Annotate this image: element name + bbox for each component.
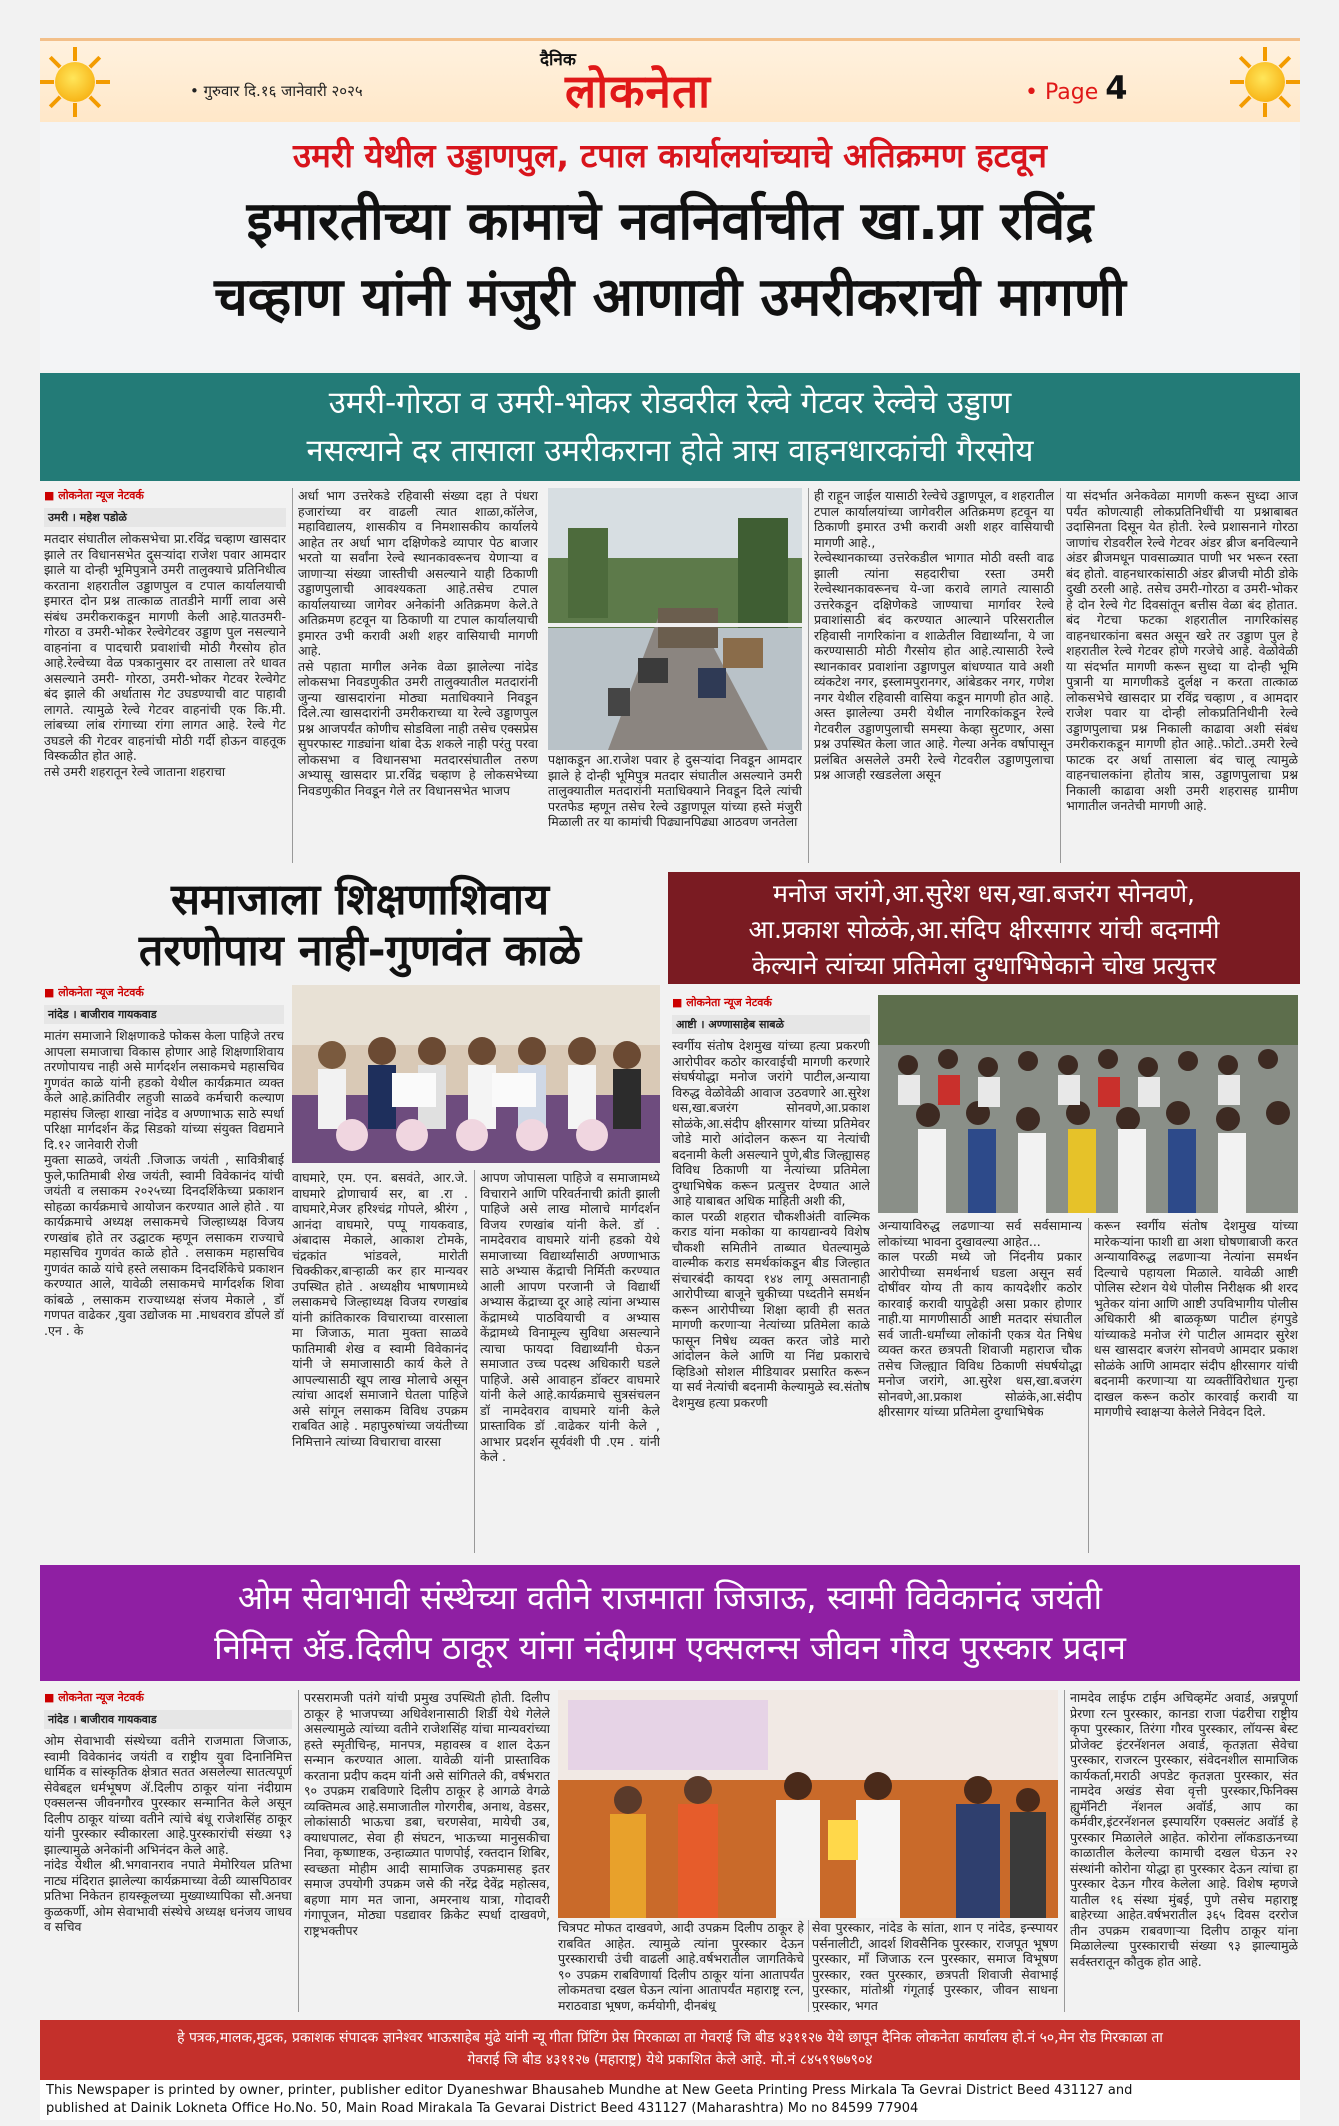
story2-col1-text-b: मुक्ता साळवे, जयंती .जिजाऊ जयंती , सावित्रीबाई फुले,फातिमाबी शेख जयंती, स्वामी विवेकानंद यांची जयंती व लसाकम २०२५च्या दिनदर्शिकेच्या प्रकाशन सोहळा कार्यक्रमाचे आयोजन करण्यात आले होते . या कार्यक्रमाचे अध्यक्ष लसाकमचे जिल्हाध्यक्ष विजय रणखांब होते तर उद्घाटक म्हणून लसाकम राज्याचे महासचिव गुणवंत काळे होते . लसाकम महासचिव गुणवंत काळे यांचे हस्ते लसाकम दिनदर्शिकेचे प्रकाशन करण्यात आले, यावेळी लसाकमचे मार्गदर्शक शिवा कांबळे , लसाकम राज्याध्यक्ष संजय मेकाले , डॉ गणपत वाढेकर ,युवा उद्योजक मा .माधवराव डोंपले डॉ .एन . के — [44, 1152, 284, 1338]
print-line-marathi-1: हे पत्रक,मालक,मुद्रक, प्रकाशक संपादक ज्ञानेश्वर भाऊसाहेब मुंढे यांनी न्यू गीता प्रिंटिंग प्रेस मिरकाळा ता गेवराई जि बीड ४३११२७ येथे छापून दैनिक लोकनेता कार्यालय हो.नं ५०,मेन रोड मिरकाळा ता — [177, 2030, 1163, 2046]
story1-photo-railway-gate — [548, 488, 802, 750]
story1-tag: ■ लोकनेता न्यूज नेटवर्क — [44, 488, 286, 504]
story2-tag: ■ लोकनेता न्यूज नेटवर्क — [44, 985, 284, 1001]
story1-col2-text-b: तसे पहाता मागील अनेक वेळा झालेल्या नांदेड लोकसभा निवडणुकीत उमरी तालुक्यातील मतदारांनी जुन्या खासदारांना मोठ्या मताधिक्याने निवडून दिले.त्या खासदारांनी उमरीकराच्या या रेल्वे उड्डाणपुल प्रश्न आजपर्यंत कोणीच सोडविला नाही तसेच एक्सप्रेस सुपरफास्ट गाड्यांना थांबा देऊ शकले नाही परंतु परवा लोकसभा व विधानसभा मतदारसंघातील तरुण अभ्यासू खासदार प्रा.रविंद्र चव्हाण हे लोकसभेच्या निवडणुकीत निवडून गेले तर विधानसभेत भाजप — [298, 658, 538, 798]
story1-headline-line2: चव्हाण यांनी मंजुरी आणावी उमरीकराची मागणी — [214, 267, 1126, 328]
story4-photo-award-ceremony — [558, 1690, 1058, 1918]
story3-headline — [668, 872, 1300, 984]
story4-column-4: नामदेव लाईफ टाईम अचिव्हमेंट अवार्ड, अन्नपूर्णा प्रेरणा रत्न पुरस्कार, कानडा राजा पंढरीचा राष्ट्रीय कृपा पुरस्कार, तिरंगा गौरव पुरस्कार, लॉयन्स बेस्ट प्रोजेक्ट इंटरनॅशनल अवार्ड, कृतज्ञता सेवेचा पुरस्कार, राजरत्न पुरस्कार, संवेदनशील सामाजिक कार्यकर्ता,मराठी अपडेट कृतज्ञता पुरस्कार, संत नामदेव अखंड सेवा वृत्ती पुरस्कार,फिनिक्स ह्युमॅनिटी नॅशनल अवॉर्ड, आप का कर्मवीर,इंटरनॅशनल इस्पायरिंग एक्सलंट अवॉर्ड हे पुरस्कार मिळालेले आहेत. कोरोना लॉकडाऊनच्या काळातील केलेल्या कामाची दखल घेऊन २२ संस्थांनी कोरोना योद्धा हा पुरस्कार देऊन त्यांचा हा पुरस्कार देऊन गौरव केलेला आहे. विशेष म्हणजे यातील १६ संस्था मुंबई, पुणे तसेच महाराष्ट्र बाहेरच्या आहेत.वर्षभरातील ३६५ दिवस दररोज तीन उपक्रम राबवणाऱ्या दिलीप ठाकूर यांना मिळालेल्या पुरस्काराची संख्या ९३ झाल्यामुळे सर्वस्तरातून कौतुक होत आहे. — [1070, 1690, 1298, 1969]
story1-column-4: या संदर्भात अनेकवेळा मागणी करून सुध्दा आज पर्यंत कोणत्याही लोकप्रतिनिधींची या प्रश्नाबाबत उदासिनता दिसून येत होती. रेल्वे प्रशासनाने गोरठा जाणांच रोडवरील रेल्वे गेटवर अंडर ब्रीज बनविल्याने अंडर ब्रीजमधून पावसाळ्यात पाणी भर भरून रस्ता बंद होतो. वाहनधारकांसाठी अंडर ब्रीजची मोठी डोके दुखी ठरली आहे. तसेच उमरी-गोरठा व उमरी-भोकर हे दोन रेल्वे गेट दिवसांतून बत्तीस वेळा बंद होतात. बंद गेटचा फटका शहरातील नागरिकांसह वाहनधारकांना बसत असून खरे तर उड्डाण पुल हे शहरातील रेल्वे गेटवर होणे गरजेचे आहे. वेळोवेळी या संदर्भात मागणी करून सुध्दा या दोन्ही भूमि पुत्रानी या मागणीकडे दुर्लक्ष न करता तात्काळ लोकसभेचे खासदार प्रा रविंद्र चव्हाण , व आमदार राजेश पवार या दोन्ही लोकप्रतिनिधीनी रेल्वे उड्डाणपुलाचा प्रश्न निकाली काढावा अशी संबंध उमरीकराकडून मागणी होत आहे..फोटो..उमरी रेल्वे फाटक दर अर्धा तासाला बंद चालू त्यामुळे वाहनचालकांना होतोय त्रास, उड्डाणपुलाचा प्रश्न निकाली काढावा अशी उमरी शहरासह ग्रामीण भागातील जनतेची मागणी आहे. — [1066, 488, 1298, 813]
story3-col1-text: स्वर्गीय संतोष देशमुख यांच्या हत्या प्रकरणी आरोपीवर कठोर कारवाईची मागणी करणारे संघर्षयोद्धा मनोज जरांगे पाटील,अन्याया विरुद्ध वेळोवेळी आवाज उठवणारे आ.सुरेश धस,खा.बजरंग सोनवणे,आ.प्रकाश सोळंके,आ.संदीप क्षीरसागर यांच्या प्रतिमेवर जोडे मारो आंदोलन करून या नेत्यांची बदनामी केली असल्याने पुणे,बीड जिल्ह्यासह विविध ठिकाणी या नेत्यांच्या प्रतिमेला दुग्धाभिषेक करून प्रत्युत्तर देण्यात आले आहे याबाबत अधिक माहिती अशी की, — [672, 1038, 870, 1208]
story2-headline — [40, 875, 680, 975]
print-line-marathi — [40, 2020, 1300, 2080]
story3-headline-line2: आ.प्रकाश सोळंके,आ.संदिप क्षीरसागर यांची बदनामी — [748, 915, 1220, 944]
story3-headline-line1: मनोज जरांगे,आ.सुरेश धस,खा.बजरंग सोनवणे, — [773, 879, 1195, 908]
story4-headline-line1: ओम सेवाभावी संस्थेच्या वतीने राजमाता जिजाऊ, स्वामी विवेकानंद जयंती — [237, 1578, 1103, 1617]
story1-photo-caption: पक्षाकडून आ.राजेश पवार हे दुसऱ्यांदा निवडून आमदार झाले हे दोन्ही भूमिपुत्र मतदार संघातील असल्याने उमरी तालुक्यातील मतदारांनी मताधिक्याने निवडून दिले त्यांची परतफेड म्हणून तसेच रेल्वे उड्डाणपूल यांच्या हस्ते मंजुरी मिळाली तर या कामांची पिढ्यानपिढ्या आठवण जनतेला — [548, 752, 802, 829]
sun-icon-left — [40, 47, 110, 117]
story1-headline-line1: इमारतीच्या कामाचे नवनिर्वाचीत खा.प्रा रविंद्र — [246, 191, 1094, 252]
story1-column-2 — [298, 488, 538, 863]
story1-col1-text: मतदार संघातील लोकसभेचा प्रा.रविंद्र चव्हाण खासदार झाले तर विधानसभेत दुसऱ्यांदा राजेश पवार आमदार झाले या दोन्ही भूमिपुत्राने उमरी तालुक्याचे प्रतिनिधीत्व करताना शहरातील उड्डाणपुल व टपाल कार्यालयाची इमारत दोन प्रश्न तात्काळ तातडीने मार्गी लावा असे संबंध उमरीकराकडून मागणी केली आहे.यातउमरी-गोरठा व उमरी-भोकर रेल्वेगेटवर उड्डाण पुल नसल्याने वाहनांना व पादचारी प्रवाशांची मोठी गैरसोय होत आहे.रेल्वेच्या वेळ पत्रकानुसार दर तासाला तरे धावत असल्याने उमरी- गोरठा, उमरी-भोकर गेटवर रेल्वेगेट बंद झाले की अर्धातास गेट उघडण्याची वाट पाहावी लागते. त्यामुळे रेल्वे गेटवर वाहनांची एक कि.मी. लांबच्या लांब रांगाच्या रांगा लागत आहे. रेल्वे गेट उघडले की गेटवर वाहनांची मोठी गर्दी होऊन वाहतूक विस्कळीत होत आहे. — [44, 531, 286, 763]
story4-byline: नांदेड । बाजीराव गायकवाड — [44, 1710, 292, 1730]
story4-headline-line2: निमित्त अ‍ॅड.दिलीप ठाकूर यांना नंदीग्राम एक्सलन्स जीवन गौरव पुरस्कार प्रदान — [214, 1628, 1126, 1667]
story3-tag: ■ लोकनेता न्यूज नेटवर्क — [672, 995, 870, 1011]
story3-col2-text: अन्यायाविरुद्ध लढणाऱ्या सर्व सर्वसामान्य लोकांच्या भावना दुखावल्या आहेत... — [878, 1218, 1082, 1249]
page-label: • Page — [1025, 80, 1099, 105]
print-line-english-2: published at Dainik Lokneta Office Ho.No. 50, Main Road Mirakala Ta Gevarai District Beed 431127 (Maharashtra) Mo no 84599 77904 — [46, 2101, 919, 2116]
story1-column-1 — [44, 488, 286, 863]
story3-column-3: करून स्वर्गीय संतोष देशमुख यांच्या मारेकऱ्यांना फाशी द्या अशा घोषणाबाजी करत अन्यायाविरुद्ध लढणाऱ्या नेत्यांना समर्थन दिल्याचे पहायला मिळाले. यावेळी आष्टी पोलिस स्टेशन येथे पोलीस निरीक्षक श्री शरद भुतेकर यांना आणि आष्टी उपविभागीय पोलीस अधिकारी श्री बाळकृष्ण पाटील हंगपुडे यांच्याकडे मनोज रंगे पाटील आमदार सुरेश धस खासदार बजरंग सोनवणे आमदार प्रकाश सोळंके आणि आमदार संदीप क्षीरसागर यांची बदनामी करणाऱ्या या व्यक्तींविरोधात गुन्हा दाखल करून कठोर कारवाई करावी या मागणीचे स्वाक्षऱ्या केलेले निवेदन दिले. — [1094, 1218, 1298, 1419]
story4-photo-caption: चित्रपट मोफत दाखवणे, आदी उपक्रम दिलीप ठाकूर हे राबवित आहेत. त्यामुळे त्यांना पुरस्कार देऊन पुरस्काराची उंची वाढली आहे.वर्षभरातील जागतिकेचे ९० उपक्रम राबविणार्या दिलीप ठाकूर यांना आतापर्यंत लोकमतचा दखल घेऊन त्यांना आतापर्यंत महाराष्ट्र रत्न, मराठवाडा भूषण, कर्मयोगी, दीनबंधू — [558, 1920, 804, 2012]
story3-column-2 — [878, 1218, 1082, 1553]
brand-name: लोकनेता — [565, 64, 712, 118]
story1-col3-text: ही राहून जाईल यासाठी रेल्वेचे उड्डाणपूल, व शहरातील टपाल कार्यालयांच्या जागेवरील अतिक्रमण हटवून या ठिकाणी इमारत उभी करावी अशी शहर वासियाची मागणी आहे., — [814, 488, 1054, 550]
story1-subhead-line1: उमरी-गोरठा व उमरी-भोकर रोडवरील रेल्वे गेटवर रेल्वेचे उड्डाण — [328, 385, 1012, 421]
story1-subhead-line2: नसल्याने दर तासाला उमरीकराना होते त्रास वाहनधारकांची गैरसोय — [306, 433, 1034, 469]
print-line-marathi-2: गेवराई जि बीड ४३११२७ (महाराष्ट्र) येथे प्रकाशित केले आहे. मो.नं ८४५९९७७९०४ — [467, 2052, 873, 2068]
story2-photo-calendar-release — [292, 985, 660, 1163]
story1-subhead — [40, 373, 1300, 481]
story1-headline-block — [40, 122, 1300, 370]
story1-column-3 — [814, 488, 1054, 863]
story3-col2-text-b: काल परळी मध्ये जो निंदनीय प्रकार आरोपीच्या समर्थनार्थ घडला असून सर्व दोषींवर योग्य ती काय कायदेशीर कठोर कारवाई करावी यापुढेही असा प्रकार होणार नाही.या मागणीसाठी आष्टी मतदार संघातील सर्व जाती-धर्मांच्या लोकांनी एकत्र येत निषेध व्यक्त करत छत्रपती शिवाजी महाराज चौक तसेच जिल्ह्यात विविध ठिकाणी संघर्षयोद्धा मनोज जरांगे, आ.सुरेश धस,खा.बजरंग सोनवणे,आ.प्रकाश सोळंके,आ.संदीप क्षीरसागर यांच्या प्रतिमेला दुग्धाभिषेक — [878, 1249, 1082, 1419]
story2-headline-line1: समाजाला शिक्षणाशिवाय — [170, 875, 550, 925]
story1-col3-text-b: रेल्वेस्थानकाच्या उत्तरेकडील भागात मोठी वस्ती वाढ झाली त्यांना सहदारीचा रस्ता उमरी रेल्वेस्थानकावरूनच ये-जा करावे लागते त्यासाठी उत्तरेकडून दक्षिणेकडे जाण्याचा मार्गावर रेल्वे प्रवाशांसाठी बंद करण्यात आल्याने परिसरातील रहिवासी नागरिकांना व शाळेतील विद्यार्थ्यांना, ये जा करण्यासाठी मोठी गैरसोय होत आहे.त्यासाठी रेल्वे स्थानकावर प्रवाशांना उड्डाणपुल बांधण्यात यावे अशी व्यंकटेश नगर, इस्लामपुरानगर, आंबेडकर नगर, गणेश नगर येथील रहिवासी वासिया कडून मागणी होत आहे. अस्त झालेल्या उमरी येथील नागरिकांकडून रेल्वे गेटवरील उड्डाणपुलाची समस्या केव्हा सुटणार, असा प्रश्न उपस्थित केला जात आहे. गेल्या अनेक वर्षापासून प्रलंबित असलेले उमरी रेल्वे गेटवरील उड्डाणपुलाचा प्रश्न आजही रखडलेला असून — [814, 550, 1054, 782]
brand-prefix: दैनिक — [540, 50, 576, 70]
story4-tag: ■ लोकनेता न्यूज नेटवर्क — [44, 1690, 292, 1706]
story4-headline — [40, 1565, 1300, 1681]
story1-kicker: उमरी येथील उड्डाणपुल, टपाल कार्यालयांच्याचे अतिक्रमण हटवून — [293, 136, 1047, 175]
story4-column-1 — [44, 1690, 292, 2012]
issue-date: • गुरुवार दि.१६ जानेवारी २०२५ — [190, 82, 363, 100]
story1-col2-text: अर्धा भाग उत्तरेकडे रहिवासी संख्या दहा ते पंधरा हजारांच्या वर वाढली त्यात शाळा,कॉलेज, महाविद्यालय, शासकीय व निमशासकीय कार्यालये आहेत तर अर्धा भाग दक्षिणेकडे व्यापार पेठ बाजार भरतो या सर्वांना रेल्वे स्थानकावरूनच येणाऱ्या व जाणाऱ्या संख्या जास्तीची असल्याने याही ठिकाणी उड्डाणपुलाची आवश्यकता आहे.तसेच टपाल कार्यालयाच्या जागेवर अनेकांनी अतिक्रमण केले.ते अतिक्रमण हटवून या ठिकाणी या टपाल कार्यालयाची इमारत उभी करावी अशी शहर वासियाची मागणी आहे. — [298, 488, 538, 658]
story2-column-3: आपण जोपासला पाहिजे व समाजामध्ये विचाराने आणि परिवर्तनाची क्रांती झाली पाहिजे असे लाख मोलाचे मार्गदर्शन विजय रणखांब यांनी केले. डॉ . नामदेवराव वाघमारे यांनी हडको येथे समाजाच्या विद्यार्थ्यांसाठी अण्णाभाऊ साठे अभ्यास केंद्राची निर्मिती करण्यात आली आपण परजानी जे विद्यार्थी अभ्यास केंद्राच्या दूर आहे त्यांना अभ्यास केंद्रामध्ये पाठवियाची व अभ्यास केंद्रामध्ये विनामूल्य सुविधा असल्याने त्याचा फायदा विद्यार्थ्यांनी घेऊन समाजात उच्च पदस्थ अधिकारी घडले पाहिजे. असे आवाहन डॉक्टर वाघमारे यांनी केले आहे.कार्यक्रमाचे सुत्रसंचलन डॉ नामदेवराव वाघमारे यांनी केले प्रास्ताविक डॉ .वाढेकर यांनी केले , आभार प्रदर्शन सूर्यवंशी पी .एम . यांनी केले . — [480, 1170, 660, 1464]
story2-column-1 — [44, 985, 284, 1553]
sun-icon-right — [1230, 47, 1300, 117]
page-number-value: 4 — [1105, 69, 1128, 107]
story2-col1-text: मातंग समाजाने शिक्षणाकडे फोकस केला पाहिजे तरच आपला समाजाचा विकास होणार आहे शिक्षणाशिवाय तरणोपायच नाही असे मार्गदर्शन लसाकमचे महासचिव गुणवंत काळे यांनी हडको येथील कार्यक्रमात व्यक्त केले आहे.क्रांतिवीर लहुजी साळवे कर्मचारी कल्याण महासंघ जिल्हा शाखा नांदेड व अण्णाभाऊ साठे स्पर्धा परिक्षा मार्गदर्शन केंद्र सिडको यांच्या संयुक्त विद्यमाने दि.१२ जानेवारी रोजी — [44, 1028, 284, 1152]
story2-headline-line2: तरणोपाय नाही-गुणवंत काळे — [138, 926, 582, 976]
story4-col1-text: ओम सेवाभावी संस्थेच्या वतीने राजमाता जिजाऊ, स्वामी विवेकानंद जयंती व राष्ट्रीय युवा दिनानिमित्त धार्मिक व सांस्कृतिक क्षेत्रात सतत असलेल्या सातत्यपूर्ण सेवेबद्दल धर्मभूषण ॲ.दिलीप ठाकूर यांना नंदीग्राम एक्सलन्स जीवनगौरव पुरस्कार सन्मानित केले असून दिलीप ठाकूर यांच्या वतीने त्यांचे बंधू राजेशसिंह ठाकूर यांनी पुरस्कार स्वीकारला आहे.पुरस्कारांची संख्या ९३ झाल्यामुळे अनेकांनी अभिनंदन केले आहे. — [44, 1733, 292, 1857]
story3-photo-protest-crowd — [878, 995, 1298, 1213]
story3-col1-text-b: काल परळी शहरात चौकशीअंती वाल्मिक कराड यांना मकोका या कायद्यान्वये विशेष चौकशी समितीने ताब्यात घेतल्यामुळे वाल्मीक कराड समर्थकांकडून बीड जिल्हात संचारबंदी कायदा १४४ लागू असतानाही आरोपीच्या बाजूने चुकीच्या पध्दतीने समर्थन करून आरोपीच्या शिक्षा व्हावी ही सतत मागणी करणाऱ्या नेत्यांच्या प्रतिमेला काळे फासून निषेध व्यक्त करत जोडे मारो आंदोलन केले आणि या निंद्य प्रकाराचे व्हिडिओ सोशल मीडियावर प्रसारित करून या सर्व नेत्यांची बदनामी केल्यामुळे स्व.संतोष देशमुख हत्या प्रकरणी — [672, 1208, 870, 1410]
print-line-english — [40, 2080, 1300, 2120]
story1-headline — [40, 184, 1300, 336]
story2-byline: नांदेड । बाजीराव गायकवाड — [44, 1005, 284, 1025]
story4-col1-text-b: नांदेड येथील श्री.भगवानराव नपाते मेमोरियल प्रतिभा नाट्य मंदिरात झालेल्या कार्यक्रमाच्या वेळी व्यासपिठावर प्रतिभा निकेतन हायस्कूलच्या मुख्याध्यापिका सौ.अनघा कुळकर्णी, ओम सेवाभावी संस्थेचे अध्यक्ष धनंजय जाधव व सचिव — [44, 1857, 292, 1934]
story3-column-1 — [672, 995, 870, 1553]
story3-byline: आष्टी । अण्णासाहेब साबळे — [672, 1015, 870, 1035]
story1-byline: उमरी । महेश पडोळे — [44, 508, 286, 528]
story3-headline-line3: केल्याने त्यांच्या प्रतिमेला दुग्धाभिषेकाने चोख प्रत्युत्तर — [751, 951, 1217, 980]
story1-col1-end: तसे उमरी शहरातून रेल्वे जाताना शहराचा — [44, 763, 226, 779]
print-line-english-1: This Newspaper is printed by owner, printer, publisher editor Dyaneshwar Bhausaheb Mundhe at New Geeta Printing Press Mirkala Ta Gevrai District Beed 431127 and — [46, 2083, 1133, 2098]
page-number — [1025, 69, 1128, 107]
story4-column-3: सेवा पुरस्कार, नांदेड के सांता, शान ए नांदेड, इन्स्पायर पर्सनालीटी, आदर्श शिवसैनिक पुरस्कार, राजपूत भूषण पुरस्कार, माँ जिजाऊ रत्न पुरस्कार, समाज विभूषण पुरस्कार, रक्त पुरस्कार, छत्रपती शिवाजी सेवाभाई पुरस्कार, मांतोश्री गंगूताई पुरस्कार, जीवन साधना पुरस्कार, भगत — [812, 1920, 1058, 2012]
story2-column-2: वाघमारे, एम. एन. बसवंते, आर.जे. वाघमारे द्रोणाचार्य सर, बा .रा . वाघमारे,मेजर हरिश्चंद्र गोपले, श्रीरंग , आनंदा वाघमारे, पप्पू गायकवाड, अंबादास मेकाले, आकाश टोमके, चंद्रकांत भांडवले, मारोती चिक्कीकर,बाऱ्हाळी कर हार मान्यवर उपस्थित होते . अध्यक्षीय भाषणामध्ये लसाकमचे जिल्हाध्यक्ष विजय रणखांब यांनी क्रांतिकारक विचाराच्या वारसाला मा जिजाऊ, माता मुक्ता साळवे फातिमाबी शेख व स्वामी विवेकानंद यांनी जे समाजासाठी कार्य केले ते आपल्यासाठी खूप लाख मोलाचे असून त्यांचा आदर्श समाजाने घेतला पाहिजे असे सांगून लसाकम विविध उपक्रम राबवित आहे . महापुरुषांच्या जयंतीच्या निमित्ताने त्यांच्या विचाराचा वारसा — [292, 1170, 468, 1449]
masthead — [40, 38, 1300, 123]
story4-column-2: परसरामजी पतंगे यांची प्रमुख उपस्थिती होती. दिलीप ठाकूर हे भाजपच्या अधिवेशनासाठी शिर्डी येथे गेलेले असल्यामुळे त्यांच्या वतीने राजेशसिंह यांचा मान्यवरांच्या हस्ते स्मृतीचिन्ह, मानपत्र, महावस्त्र व शाल देऊन सन्मान करण्यात आला. यावेळी यांनी प्रास्ताविक करताना प्रदीप कदम यांनी असे सांगितले की, वर्षभरात ९० उपक्रम राबविणारे दिलीप ठाकूर हे आगळे वेगळे व्यक्तिमत्व आहे.समाजातील गोरगरीब, अनाथ, वेडसर, लोकांसाठी भाऊचा डबा, चरणसेवा, मायेची उब, क्याधपालट, सेवा ही संघटन, भाऊच्या मानुसकीचा निवा, कृष्णाष्टक, उन्हाळ्यात पाणपोई, रक्तदान शिबिर, स्वच्छता मोहीम आदी सामाजिक उपक्रमासह इतर समाज उपयोगी उपक्रम जसे की नरेंद्र देवेंद्र महोत्सव, बहणा माग मत जाना, अमरनाथ यात्रा, गोदावरी गंगापूजन, मोठ्या पडद्यावर क्रिकेट स्पर्धा दाखवणे, राष्ट्रभक्तीपर — [304, 1690, 550, 1938]
